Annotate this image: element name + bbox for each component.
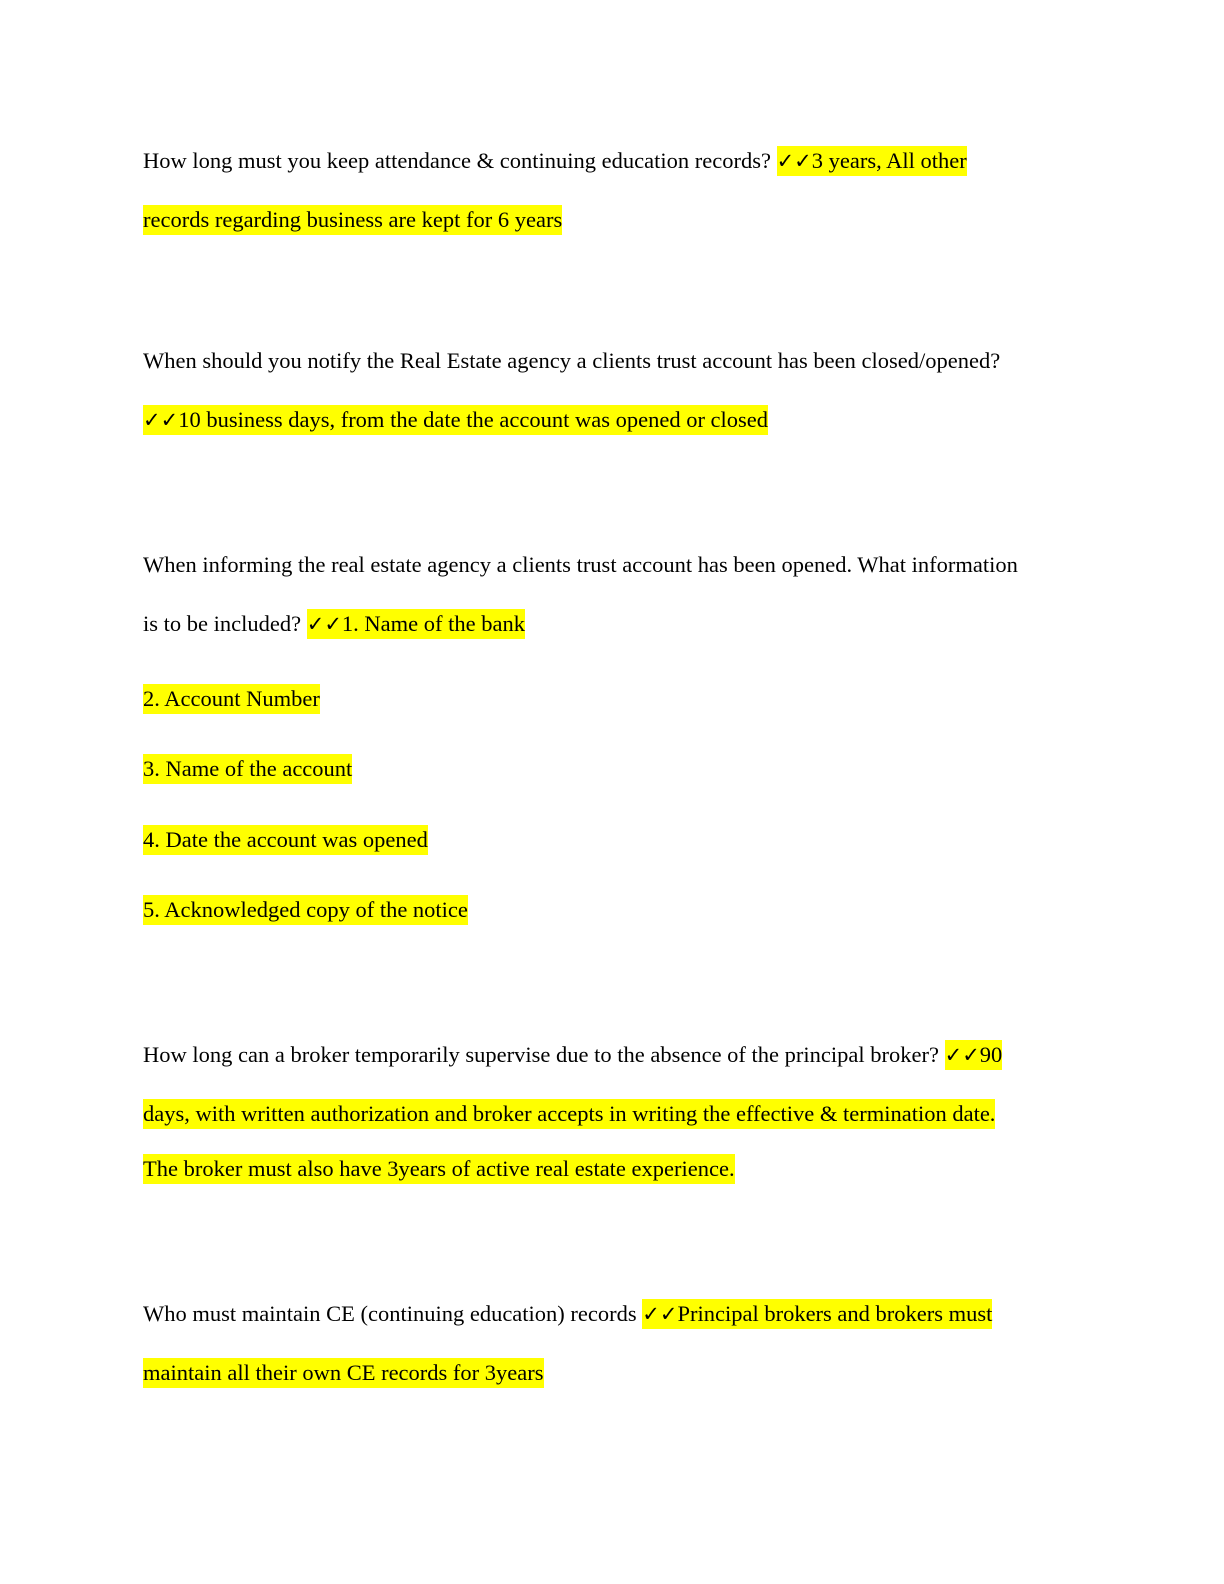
q3-question-part-2: is to be included? (143, 611, 307, 636)
q2-line-2 (143, 405, 768, 435)
q3-line-1 (143, 550, 1018, 579)
q1-answer-part-1: 3 years, All other (811, 148, 967, 173)
q5-answer-part-2: maintain all their own CE records for 3years (143, 1358, 544, 1388)
q3-answer-item-1: 1. Name of the bank (341, 611, 525, 636)
q3-line-6 (143, 895, 468, 924)
q3-answer-highlight (307, 609, 525, 639)
q3-question-part-1: When informing the real estate agency a clients trust account has been opened. What information (143, 552, 1018, 577)
double-check-icon: ✓✓ (776, 149, 812, 173)
q4-answer-part-1: 90 (979, 1042, 1003, 1067)
double-check-icon: ✓✓ (642, 1302, 678, 1326)
q1-line-1 (143, 146, 967, 176)
q2-answer: 10 business days, from the date the account was opened or closed (178, 407, 769, 432)
double-check-icon: ✓✓ (306, 612, 342, 636)
q2-question: When should you notify the Real Estate agency a clients trust account has been closed/opened? (143, 348, 1001, 373)
q5-question: Who must maintain CE (continuing education) records (143, 1301, 643, 1326)
q4-line-3 (143, 1154, 735, 1183)
q3-answer-item-4: 4. Date the account was opened (143, 825, 428, 855)
q5-line-1 (143, 1299, 992, 1329)
q2-line-1 (143, 346, 1000, 375)
q1-answer-highlight (777, 146, 967, 176)
q5-line-2 (143, 1358, 544, 1387)
q4-question: How long can a broker temporarily supervise due to the absence of the principal broker? (143, 1042, 945, 1067)
double-check-icon: ✓✓ (944, 1043, 980, 1067)
q4-answer-part-2: days, with written authorization and broker accepts in writing the effective & termination date. (143, 1099, 995, 1129)
q4-answer-part-3: The broker must also have 3years of active real estate experience. (143, 1154, 735, 1184)
q3-line-3 (143, 684, 320, 713)
q4-line-2 (143, 1099, 995, 1128)
q2-answer-highlight (143, 405, 768, 435)
q3-answer-item-5: 5. Acknowledged copy of the notice (143, 895, 468, 925)
double-check-icon: ✓✓ (143, 408, 179, 432)
q3-line-2 (143, 609, 525, 639)
q1-question: How long must you keep attendance & continuing education records? (143, 148, 777, 173)
q5-answer-highlight (642, 1299, 992, 1329)
q3-line-5 (143, 825, 428, 854)
q4-line-1 (143, 1040, 1002, 1070)
q3-answer-item-3: 3. Name of the account (143, 754, 352, 784)
q1-line-2 (143, 205, 562, 234)
q4-answer-highlight (945, 1040, 1003, 1070)
q5-answer-part-1: Principal brokers and brokers must (677, 1301, 993, 1326)
q3-line-4 (143, 754, 352, 783)
q1-answer-part-2: records regarding business are kept for 6 years (143, 205, 562, 235)
q3-answer-item-2: 2. Account Number (143, 684, 320, 714)
